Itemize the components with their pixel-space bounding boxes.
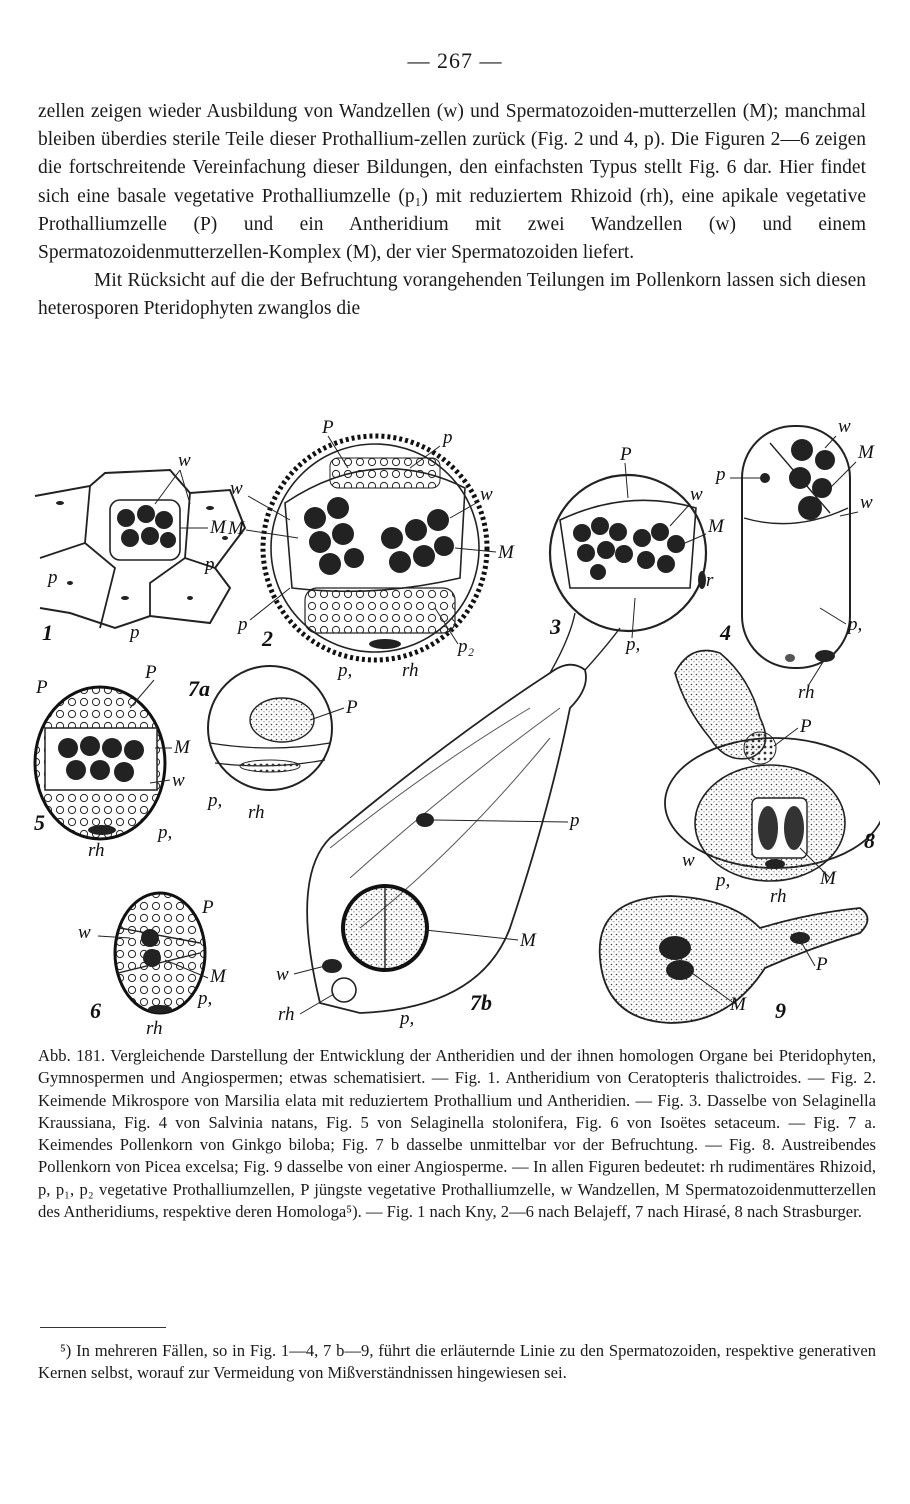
label-p1: p, <box>848 614 863 635</box>
label-M: M <box>708 516 724 537</box>
footnote-rule <box>40 1327 166 1328</box>
label-P: P <box>800 716 812 737</box>
label-p1: p, <box>158 822 173 843</box>
fig-7a-ginkgo-pollen <box>208 666 332 790</box>
label-r: r <box>706 570 714 591</box>
label-w: w <box>480 484 493 505</box>
label-p1: p, <box>716 870 731 891</box>
label-M: M <box>210 966 226 987</box>
label-M: M <box>858 442 874 463</box>
fig-number-2: 2 <box>262 626 273 651</box>
fig-1-antheridium <box>35 470 245 628</box>
fig-8-picea-pollen <box>665 651 880 882</box>
label-w: w <box>78 922 91 943</box>
figure-caption <box>38 1045 876 1223</box>
label-p: p <box>48 567 58 588</box>
label-p: p <box>443 427 453 448</box>
fig-number-8: 8 <box>864 828 875 853</box>
paragraph-1: zellen zeigen wieder Ausbildung von Wandzellen (w) und Spermatozoiden-mutterzellen (M); manchmal bleiben überdies sterile Teile dieser Prothallium-zellen zurück (Fig. 2 und 4, p). Die Figuren 2—6 zeigen die fortschreitende Vereinfachung dieser Bildungen, den einfachsten Typus stellt Fig. 6 dar. Hier findet sich eine basale vegetative Prothalliumzelle (p₁) mit reduziertem Rhizoid (rh), eine apikale vegetative Prothalliumzelle (P) und ein Antheridium mit zwei Wandzellen (w) und einem Spermatozoidenmutterzellen-Komplex (M), der vier Spermatozoiden liefert. <box>38 101 866 264</box>
figure-181-illustration <box>30 408 880 1040</box>
label-rh: rh <box>88 840 105 861</box>
label-p: p <box>716 464 726 485</box>
label-M: M <box>730 994 746 1015</box>
paragraph-2: Mit Rücksicht auf die der Befruchtung vorangehenden Teilungen im Pollenkorn lassen sich diesen heterosporen Pteridophyten zwanglos die <box>38 270 866 320</box>
label-p: p <box>205 554 215 575</box>
label-P: P <box>145 662 157 683</box>
fig-4-salvinia <box>742 426 850 668</box>
label-M: M <box>174 737 190 758</box>
page-number: — 267 — <box>407 48 503 73</box>
label-P: P <box>202 897 214 918</box>
label-w: w <box>178 450 191 471</box>
label-M: M <box>228 518 244 539</box>
label-p: p <box>570 810 580 831</box>
label-P: P <box>322 417 334 438</box>
label-p1: p, <box>208 790 223 811</box>
fig-number-1: 1 <box>42 620 53 645</box>
caption-text: Abb. 181. Vergleichende Darstellung der Entwicklung der Antheridien und der ihnen homologen Organe bei Pteridophyten, Gymnospermen und Angiospermen; etwas schematisiert. — Fig. 1. Antheridium von Ceratopteris thalictroides. — Fig. 2. Keimende Mikrospore von Marsilia elata mit reduziertem Prothallium und Antheridien. — Fig. 3. Dasselbe von Selaginella Kraussiana, Fig. 4 von Salvinia natans, Fig. 5 von Selaginella stolonifera, Fig. 6 von Isoëtes setaceum. — Fig. 7 a. Keimendes Pollenkorn von Ginkgo biloba; Fig. 7 b dasselbe unmittelbar vor der Befruchtung. — Fig. 8. Austreibendes Pollenkorn von Picea excelsa; Fig. 9 dasselbe von einer Angiosperme. — In allen Figuren bedeutet: rh rudimentäres Rhizoid, p, p₁, p₂ vegetative Prothalliumzellen, P jüngste vegetative Prothalliumzelle, w Wandzellen, M Spermatozoidenmutterzellen des Antheridiums, respektive deren Homologa⁵). — Fig. 1 nach Kny, 2—6 nach Belajeff, 7 nach Hirasé, 8 nach Strasburger. <box>38 1046 876 1222</box>
label-rh: rh <box>248 802 265 823</box>
label-M: M <box>520 930 536 951</box>
label-rh: rh <box>402 660 419 681</box>
fig-number-3: 3 <box>550 614 561 639</box>
label-w: w <box>682 850 695 871</box>
label-P: P <box>620 444 632 465</box>
fig-number-7b: 7b <box>470 990 492 1015</box>
fig-number-7a: 7a <box>188 676 210 701</box>
label-p1: p, <box>400 1008 415 1029</box>
fig-5-selaginella-stolonifera <box>35 687 165 839</box>
label-w: w <box>172 770 185 791</box>
fig-number-4: 4 <box>720 620 731 645</box>
label-w: w <box>230 478 243 499</box>
label-P: P <box>816 954 828 975</box>
fig-number-5: 5 <box>34 810 45 835</box>
label-w: w <box>838 416 851 437</box>
fig-number-6: 6 <box>90 998 101 1023</box>
label-p: p <box>130 622 140 643</box>
label-rh: rh <box>278 1004 295 1025</box>
fig-6-isoetes <box>115 893 205 1013</box>
label-P: P <box>346 697 358 718</box>
label-rh: rh <box>798 682 815 703</box>
label-M: M <box>820 868 836 889</box>
label-p1: p, <box>626 634 641 655</box>
label-rh: rh <box>146 1018 163 1039</box>
label-p1: p, <box>198 988 213 1009</box>
fig-3-selaginella-kraussiana <box>550 475 706 631</box>
label-p2: p₂ <box>458 636 475 657</box>
fig-number-9: 9 <box>775 998 786 1023</box>
footnote <box>38 1340 876 1385</box>
label-w: w <box>860 492 873 513</box>
body-text <box>38 98 866 324</box>
label-M: M <box>498 542 514 563</box>
label-rh: rh <box>770 886 787 907</box>
fig-2-marsilia-microspore <box>263 436 487 660</box>
footnote-text: ⁵) In mehreren Fällen, so in Fig. 1—4, 7 b—9, führt die erläuternde Linie zu den Spermatozoiden, respektive generativen Kernen selbst, worauf zur Vermeidung von Mißverständnissen hingewiesen sei. <box>38 1341 876 1383</box>
label-p: p <box>238 614 248 635</box>
label-P: P <box>36 677 48 698</box>
label-p1: p, <box>338 660 353 681</box>
label-M: M <box>210 517 226 538</box>
label-w: w <box>690 484 703 505</box>
label-w: w <box>276 964 289 985</box>
